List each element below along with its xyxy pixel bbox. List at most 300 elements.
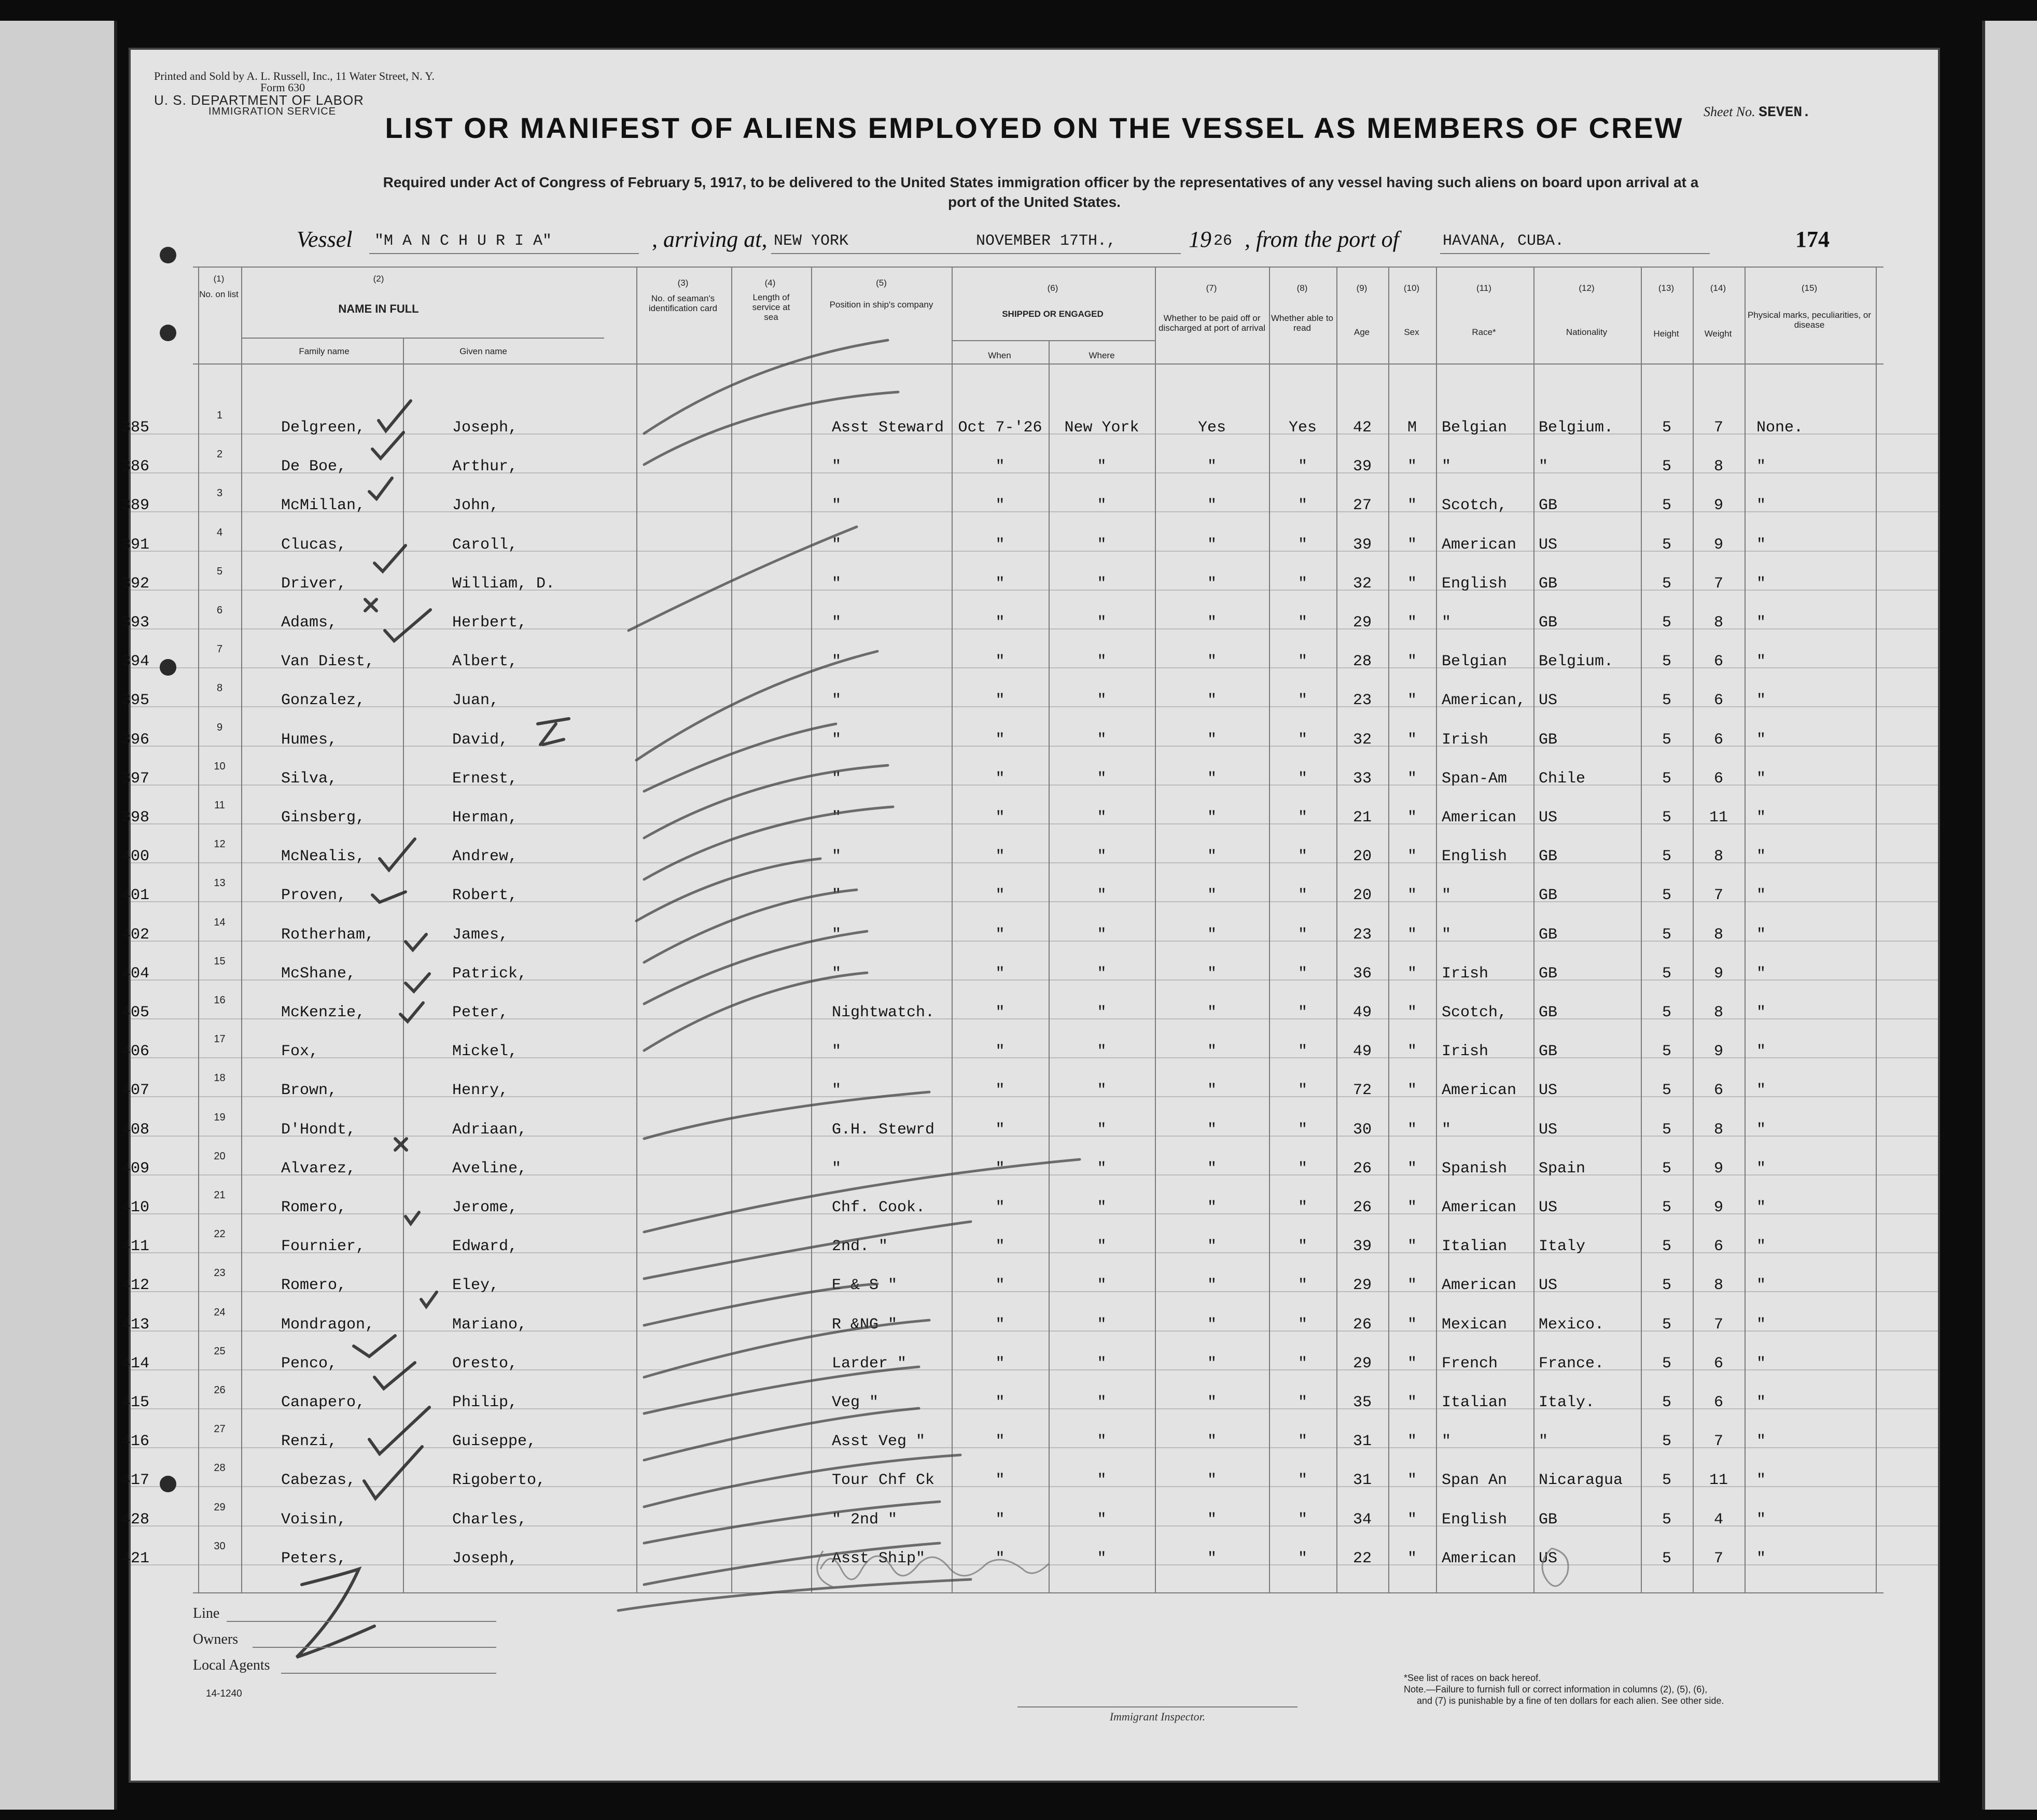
cell-margin-number: 394 bbox=[121, 653, 150, 671]
cell-age: 32 bbox=[1352, 575, 1372, 593]
check-mark bbox=[385, 610, 430, 641]
cell-height: 5 bbox=[1662, 731, 1671, 749]
cell-weight: 8 bbox=[1713, 1277, 1723, 1295]
cell-given-name: Patrick, bbox=[452, 964, 527, 983]
cell-age: 72 bbox=[1352, 1082, 1372, 1100]
cell-nationality: GB bbox=[1539, 731, 1558, 749]
cell-race: Irish bbox=[1442, 731, 1489, 749]
cell-physical-marks: " bbox=[1756, 1549, 1766, 1567]
cell-age: 39 bbox=[1352, 536, 1372, 554]
cell-physical-marks: " bbox=[1756, 1315, 1766, 1334]
check-mark bbox=[354, 1336, 395, 1356]
cell-able-to-read: " bbox=[1297, 809, 1307, 827]
cell-list-number: 17 bbox=[214, 1033, 226, 1045]
cell-physical-marks: " bbox=[1756, 848, 1766, 866]
cell-position: " bbox=[832, 731, 842, 749]
cell-race: Spanish bbox=[1442, 1159, 1508, 1178]
cell-shipped-where: " bbox=[1097, 497, 1107, 515]
cell-nationality: US bbox=[1539, 536, 1558, 554]
cell-weight: 8 bbox=[1713, 1004, 1723, 1021]
column-rule bbox=[731, 267, 732, 1592]
cell-position: 2nd. " bbox=[832, 1238, 888, 1256]
form-code: 14-1240 bbox=[206, 1688, 242, 1699]
cell-able-to-read: " bbox=[1297, 1238, 1307, 1256]
cell-race: American bbox=[1442, 1549, 1517, 1567]
cell-given-name: Jerome, bbox=[452, 1199, 518, 1216]
cell-height: 5 bbox=[1662, 1082, 1671, 1100]
cell-nationality: Belgium. bbox=[1539, 653, 1614, 671]
cell-margin-number: 396 bbox=[121, 731, 150, 749]
cell-physical-marks: " bbox=[1756, 964, 1766, 983]
cell-shipped-when: " bbox=[995, 536, 1005, 554]
cell-position: " bbox=[832, 887, 842, 905]
cell-shipped-where: " bbox=[1097, 1159, 1107, 1178]
cell-position: " bbox=[832, 497, 842, 515]
cell-family-name: Romero, bbox=[281, 1277, 347, 1295]
cell-age: 39 bbox=[1352, 458, 1372, 476]
cell-family-name: Cabezas, bbox=[281, 1472, 356, 1490]
cell-sex: " bbox=[1407, 536, 1417, 554]
cell-list-number: 8 bbox=[216, 682, 223, 694]
cell-given-name: David, bbox=[452, 731, 509, 749]
cell-shipped-when: " bbox=[995, 1510, 1005, 1529]
table-bottom-border bbox=[193, 1592, 1883, 1593]
cell-given-name: Mariano, bbox=[452, 1315, 527, 1334]
cell-nationality: Mexico. bbox=[1539, 1315, 1605, 1334]
cell-shipped-where: " bbox=[1097, 1082, 1107, 1100]
cell-height: 5 bbox=[1662, 1354, 1671, 1373]
cell-paid-off: " bbox=[1207, 1004, 1217, 1021]
cell-shipped-where: " bbox=[1097, 1549, 1107, 1567]
year-prefix: 19 bbox=[1189, 227, 1211, 252]
col-header-sex: Sex bbox=[1404, 327, 1419, 337]
cell-shipped-where: " bbox=[1097, 692, 1107, 710]
cell-shipped-where: " bbox=[1097, 458, 1107, 476]
cell-list-number: 28 bbox=[214, 1462, 226, 1474]
cell-paid-off: " bbox=[1207, 1277, 1217, 1295]
cell-given-name: Henry, bbox=[452, 1082, 509, 1100]
cell-shipped-when: " bbox=[995, 1394, 1005, 1411]
cell-list-number: 18 bbox=[214, 1072, 226, 1084]
cell-physical-marks: " bbox=[1756, 1472, 1766, 1490]
cell-able-to-read: " bbox=[1297, 575, 1307, 593]
cell-position: " bbox=[832, 536, 842, 554]
cell-margin-number: 428 bbox=[121, 1510, 150, 1529]
cell-height: 5 bbox=[1662, 497, 1671, 515]
cell-able-to-read: " bbox=[1297, 1472, 1307, 1490]
cell-race: " bbox=[1442, 1121, 1452, 1139]
cell-nationality: GB bbox=[1539, 848, 1558, 866]
cell-position: " bbox=[832, 769, 842, 788]
col-num-10: (10) bbox=[1403, 283, 1420, 293]
cell-margin-number: 400 bbox=[121, 848, 150, 866]
cell-height: 5 bbox=[1662, 653, 1671, 671]
cell-paid-off: " bbox=[1207, 1199, 1217, 1216]
cell-able-to-read: " bbox=[1297, 1549, 1307, 1567]
cell-given-name: Joseph, bbox=[452, 419, 518, 437]
cell-given-name: Caroll, bbox=[452, 536, 518, 554]
cell-able-to-read: " bbox=[1297, 653, 1307, 671]
cell-weight: 7 bbox=[1713, 575, 1723, 593]
check-mark bbox=[369, 478, 392, 499]
col-header-physical-marks: Physical marks, peculiarities, or disease bbox=[1747, 310, 1872, 330]
cell-nationality: US bbox=[1539, 692, 1558, 710]
cell-physical-marks: " bbox=[1756, 575, 1766, 593]
cell-margin-number: 401 bbox=[121, 887, 150, 905]
cell-list-number: 6 bbox=[216, 605, 223, 616]
local-agents-label: Local Agents bbox=[193, 1657, 270, 1673]
cell-paid-off: " bbox=[1207, 964, 1217, 983]
cell-family-name: Fox, bbox=[281, 1043, 319, 1061]
vessel-name: "M A N C H U R I A" bbox=[374, 232, 552, 250]
cell-weight: 7 bbox=[1713, 1549, 1723, 1567]
cell-physical-marks: " bbox=[1756, 1004, 1766, 1021]
cell-list-number: 21 bbox=[214, 1189, 226, 1201]
cell-age: 26 bbox=[1352, 1315, 1372, 1334]
cell-nationality: Italy bbox=[1539, 1238, 1586, 1256]
pencil-stroke bbox=[618, 1579, 971, 1611]
col-header-family-name: Family name bbox=[299, 346, 350, 356]
cell-margin-number: 391 bbox=[121, 536, 150, 554]
cell-physical-marks: " bbox=[1756, 1238, 1766, 1256]
cell-sex: " bbox=[1407, 614, 1417, 632]
cell-list-number: 13 bbox=[214, 877, 226, 889]
col-num-2: (2) bbox=[373, 274, 384, 284]
cell-family-name: Humes, bbox=[281, 731, 338, 749]
check-mark bbox=[374, 545, 406, 571]
cell-nationality: GB bbox=[1539, 887, 1558, 905]
cell-shipped-when: " bbox=[995, 653, 1005, 671]
cell-shipped-when: " bbox=[995, 1238, 1005, 1256]
cell-sex: " bbox=[1407, 1472, 1417, 1490]
vessel-underline bbox=[369, 253, 639, 254]
col-header-nationality: Nationality bbox=[1566, 327, 1608, 337]
cell-paid-off: " bbox=[1207, 1433, 1217, 1451]
cell-family-name: D'Hondt, bbox=[281, 1121, 356, 1139]
cell-sex: " bbox=[1407, 1121, 1417, 1139]
pencil-stroke bbox=[636, 859, 820, 921]
cell-given-name: Joseph, bbox=[452, 1549, 518, 1567]
cell-list-number: 29 bbox=[214, 1501, 226, 1513]
cell-shipped-when: " bbox=[995, 926, 1005, 944]
cell-able-to-read: " bbox=[1297, 769, 1307, 788]
footnote-penalty-2: and (7) is punishable by a fine of ten dollars for each alien. See other side. bbox=[1417, 1696, 1724, 1706]
cell-weight: 7 bbox=[1713, 1315, 1723, 1334]
cell-margin-number: 397 bbox=[121, 769, 150, 788]
cell-shipped-where: " bbox=[1097, 964, 1107, 983]
cell-age: 20 bbox=[1352, 887, 1372, 905]
cell-height: 5 bbox=[1662, 887, 1671, 905]
cell-weight: 9 bbox=[1713, 1159, 1723, 1178]
cell-age: 23 bbox=[1352, 926, 1372, 944]
cell-shipped-when: " bbox=[995, 1199, 1005, 1216]
cell-margin-number: 402 bbox=[121, 926, 150, 944]
cell-margin-number: 413 bbox=[121, 1315, 150, 1334]
check-mark bbox=[374, 1363, 415, 1389]
owners-label: Owners bbox=[193, 1631, 239, 1647]
cell-position: " bbox=[832, 692, 842, 710]
cell-margin-number: 398 bbox=[121, 809, 150, 827]
cell-family-name: Voisin, bbox=[281, 1510, 347, 1529]
check-mark bbox=[406, 934, 426, 950]
col-num-8: (8) bbox=[1296, 283, 1308, 293]
cell-height: 5 bbox=[1662, 692, 1671, 710]
cell-position: E & S " bbox=[832, 1277, 898, 1295]
cell-paid-off: " bbox=[1207, 536, 1217, 554]
cell-list-number: 4 bbox=[216, 526, 223, 538]
cell-position: Tour Chf Ck bbox=[832, 1472, 935, 1490]
cell-shipped-when: " bbox=[995, 1549, 1005, 1567]
cell-given-name: Arthur, bbox=[452, 458, 518, 476]
cell-given-name: Charles, bbox=[452, 1510, 527, 1529]
cell-family-name: Peters, bbox=[281, 1549, 347, 1567]
cell-margin-number: 407 bbox=[121, 1082, 150, 1100]
cell-sex: " bbox=[1407, 1354, 1417, 1373]
cell-sex: " bbox=[1407, 926, 1417, 944]
cell-sex: " bbox=[1407, 497, 1417, 515]
binding-hole bbox=[160, 247, 176, 263]
cell-shipped-where: New York bbox=[1064, 419, 1139, 437]
line-label: Line bbox=[193, 1605, 220, 1621]
printer-credit: Printed and Sold by A. L. Russell, Inc., 11 Water Street, N. Y. bbox=[154, 69, 435, 82]
cell-shipped-where: " bbox=[1097, 731, 1107, 749]
cell-shipped-when: " bbox=[995, 692, 1005, 710]
cell-position: " bbox=[832, 1082, 842, 1100]
cell-shipped-where: " bbox=[1097, 1394, 1107, 1411]
cell-race: American bbox=[1442, 809, 1517, 827]
cell-shipped-when: " bbox=[995, 964, 1005, 983]
check-mark bbox=[380, 839, 415, 870]
cell-nationality: GB bbox=[1539, 1043, 1558, 1061]
cell-sex: " bbox=[1407, 809, 1417, 827]
cell-margin-number: 410 bbox=[121, 1199, 150, 1216]
cell-race: " bbox=[1442, 458, 1452, 476]
departure-port: HAVANA, CUBA. bbox=[1443, 232, 1565, 250]
cell-shipped-where: " bbox=[1097, 769, 1107, 788]
cell-margin-number: 415 bbox=[121, 1394, 150, 1411]
cell-able-to-read: " bbox=[1297, 848, 1307, 866]
cell-age: 29 bbox=[1352, 1354, 1372, 1373]
cell-race: " bbox=[1442, 887, 1452, 905]
cell-family-name: Mondragon, bbox=[281, 1315, 375, 1334]
cell-paid-off: " bbox=[1207, 809, 1217, 827]
cell-margin-number: 409 bbox=[121, 1159, 150, 1178]
cell-margin-number: 385 bbox=[121, 419, 150, 437]
cell-family-name: Brown, bbox=[281, 1082, 338, 1100]
cell-shipped-when: " bbox=[995, 848, 1005, 866]
cell-paid-off: " bbox=[1207, 575, 1217, 593]
cell-age: 20 bbox=[1352, 848, 1372, 866]
cell-shipped-where: " bbox=[1097, 809, 1107, 827]
column-rule bbox=[1533, 267, 1534, 1592]
check-mark bbox=[406, 974, 429, 991]
cell-sex: " bbox=[1407, 1277, 1417, 1295]
cell-margin-number: 392 bbox=[121, 575, 150, 593]
cell-shipped-when: " bbox=[995, 614, 1005, 632]
cell-weight: 9 bbox=[1713, 1199, 1723, 1216]
cell-age: 26 bbox=[1352, 1199, 1372, 1216]
check-mark bbox=[372, 432, 403, 458]
cell-shipped-where: " bbox=[1097, 926, 1107, 944]
cell-list-number: 19 bbox=[214, 1111, 226, 1123]
cell-age: 32 bbox=[1352, 731, 1372, 749]
cell-shipped-where: " bbox=[1097, 1199, 1107, 1216]
check-mark bbox=[364, 1447, 422, 1499]
cell-height: 5 bbox=[1662, 1472, 1671, 1490]
cell-physical-marks: " bbox=[1756, 536, 1766, 554]
arrival-date: NOVEMBER 17TH., bbox=[976, 232, 1117, 250]
cell-sex: " bbox=[1407, 1159, 1417, 1178]
col-header-age: Age bbox=[1354, 327, 1370, 337]
cell-position: " bbox=[832, 614, 842, 632]
cell-list-number: 7 bbox=[216, 643, 223, 655]
binding-hole bbox=[160, 659, 176, 676]
col-header-where: Where bbox=[1089, 351, 1115, 360]
cell-sex: " bbox=[1407, 575, 1417, 593]
cell-given-name: Guiseppe, bbox=[452, 1433, 537, 1451]
cell-race: American bbox=[1442, 1082, 1517, 1100]
cell-physical-marks: " bbox=[1756, 731, 1766, 749]
form-number: Form 630 bbox=[260, 81, 305, 94]
cell-weight: 8 bbox=[1713, 614, 1723, 632]
cell-able-to-read: " bbox=[1297, 1277, 1307, 1295]
inspector-signature bbox=[817, 1551, 833, 1587]
cell-shipped-where: " bbox=[1097, 1238, 1107, 1256]
cell-shipped-when: " bbox=[995, 1159, 1005, 1178]
column-rule bbox=[1876, 267, 1877, 1592]
cell-given-name: Peter, bbox=[452, 1004, 509, 1021]
from-underline bbox=[1440, 253, 1710, 254]
cell-nationality: Chile bbox=[1539, 769, 1586, 788]
cell-weight: 6 bbox=[1713, 1354, 1723, 1373]
cell-list-number: 22 bbox=[214, 1228, 226, 1240]
cell-height: 5 bbox=[1662, 575, 1671, 593]
cell-height: 5 bbox=[1662, 1315, 1671, 1334]
col-num-6: (6) bbox=[1047, 283, 1058, 293]
cell-sex: " bbox=[1407, 1433, 1417, 1451]
cell-sex: " bbox=[1407, 1549, 1417, 1567]
cell-family-name: McMillan, bbox=[281, 497, 366, 515]
cell-position: " bbox=[832, 458, 842, 476]
cell-paid-off: " bbox=[1207, 848, 1217, 866]
cell-paid-off: " bbox=[1207, 1238, 1217, 1256]
cell-shipped-when: " bbox=[995, 1472, 1005, 1490]
cell-weight: 8 bbox=[1713, 1121, 1723, 1139]
cell-shipped-when: " bbox=[995, 1004, 1005, 1021]
cell-family-name: Alvarez, bbox=[281, 1159, 356, 1178]
cell-weight: 9 bbox=[1713, 1043, 1723, 1061]
line-field-rule bbox=[227, 1621, 496, 1622]
cell-age: 21 bbox=[1352, 809, 1372, 827]
cell-physical-marks: " bbox=[1756, 887, 1766, 905]
cell-family-name: Delgreen, bbox=[281, 419, 366, 437]
cell-position: " 2nd " bbox=[832, 1510, 898, 1529]
cell-position: " bbox=[832, 1043, 842, 1061]
cell-age: 36 bbox=[1352, 964, 1372, 983]
cell-position: R &NG " bbox=[832, 1315, 898, 1334]
cell-age: 34 bbox=[1352, 1510, 1372, 1529]
cell-able-to-read: " bbox=[1297, 1510, 1307, 1529]
cell-shipped-when: " bbox=[995, 1354, 1005, 1373]
cell-paid-off: " bbox=[1207, 614, 1217, 632]
cell-sex: " bbox=[1407, 1315, 1417, 1334]
cell-height: 5 bbox=[1662, 809, 1671, 827]
cell-age: 28 bbox=[1352, 653, 1372, 671]
cell-position: " bbox=[832, 653, 842, 671]
col-header-shipped: SHIPPED OR ENGAGED bbox=[1002, 309, 1104, 319]
cell-position: " bbox=[832, 575, 842, 593]
col-num-1: (1) bbox=[213, 274, 225, 284]
cell-able-to-read: " bbox=[1297, 1199, 1307, 1216]
cell-race: English bbox=[1442, 848, 1508, 866]
cell-height: 5 bbox=[1662, 419, 1671, 437]
cell-sex: " bbox=[1407, 1004, 1417, 1021]
cell-physical-marks: " bbox=[1756, 1121, 1766, 1139]
cell-shipped-where: " bbox=[1097, 1043, 1107, 1061]
cell-nationality: Spain bbox=[1539, 1159, 1586, 1178]
col-num-14: (14) bbox=[1710, 283, 1726, 293]
cell-shipped-where: " bbox=[1097, 1315, 1107, 1334]
cell-list-number: 23 bbox=[214, 1267, 226, 1279]
col-num-11: (11) bbox=[1476, 283, 1491, 293]
cell-physical-marks: " bbox=[1756, 1043, 1766, 1061]
footnote-penalty-1: Note.—Failure to furnish full or correct information in columns (2), (5), (6), bbox=[1404, 1684, 1708, 1695]
service-name: IMMIGRATION SERVICE bbox=[208, 106, 337, 117]
col-header-given-name: Given name bbox=[459, 346, 507, 356]
cell-physical-marks: " bbox=[1756, 769, 1766, 788]
cell-race: " bbox=[1442, 614, 1452, 632]
cell-sex: " bbox=[1407, 692, 1417, 710]
cell-margin-number: 395 bbox=[121, 692, 150, 710]
cell-margin-number: 393 bbox=[121, 614, 150, 632]
column-rule bbox=[811, 267, 812, 1592]
column-rule bbox=[1436, 267, 1437, 1592]
cell-able-to-read: " bbox=[1297, 1004, 1307, 1021]
cell-shipped-when: " bbox=[995, 1082, 1005, 1100]
cell-list-number: 5 bbox=[216, 565, 223, 577]
cell-given-name: Adriaan, bbox=[452, 1121, 527, 1139]
cell-weight: 8 bbox=[1713, 458, 1723, 476]
cell-nationality: GB bbox=[1539, 614, 1558, 632]
cell-position: Asst Veg " bbox=[832, 1433, 926, 1451]
cell-shipped-when: " bbox=[995, 1315, 1005, 1334]
cell-list-number: 16 bbox=[214, 995, 226, 1006]
cell-list-number: 1 bbox=[216, 410, 223, 421]
cell-paid-off: " bbox=[1207, 926, 1217, 944]
cell-position: Nightwatch. bbox=[832, 1004, 935, 1021]
cell-family-name: McKenzie, bbox=[281, 1004, 366, 1021]
cell-race: " bbox=[1442, 926, 1452, 944]
binding-hole bbox=[160, 1476, 176, 1492]
pencil-stroke bbox=[644, 765, 888, 838]
cell-list-number: 15 bbox=[214, 955, 226, 967]
cell-paid-off: " bbox=[1207, 1159, 1217, 1178]
col-header-race: Race* bbox=[1472, 327, 1496, 337]
cell-sex: " bbox=[1407, 653, 1417, 671]
cell-margin-number: 405 bbox=[121, 1004, 150, 1021]
cell-able-to-read: " bbox=[1297, 1394, 1307, 1411]
cell-position: G.H. Stewrd bbox=[832, 1121, 935, 1139]
col-num-7: (7) bbox=[1206, 283, 1217, 293]
cell-race: Span-Am bbox=[1442, 769, 1508, 788]
cell-age: 31 bbox=[1352, 1433, 1372, 1451]
cell-margin-number: 408 bbox=[121, 1121, 150, 1139]
cell-family-name: Clucas, bbox=[281, 536, 347, 554]
sheet-value: SEVEN. bbox=[1759, 105, 1811, 121]
cell-given-name: Oresto, bbox=[452, 1354, 518, 1373]
cell-family-name: Proven, bbox=[281, 887, 347, 905]
cell-race: Scotch, bbox=[1442, 1004, 1508, 1021]
